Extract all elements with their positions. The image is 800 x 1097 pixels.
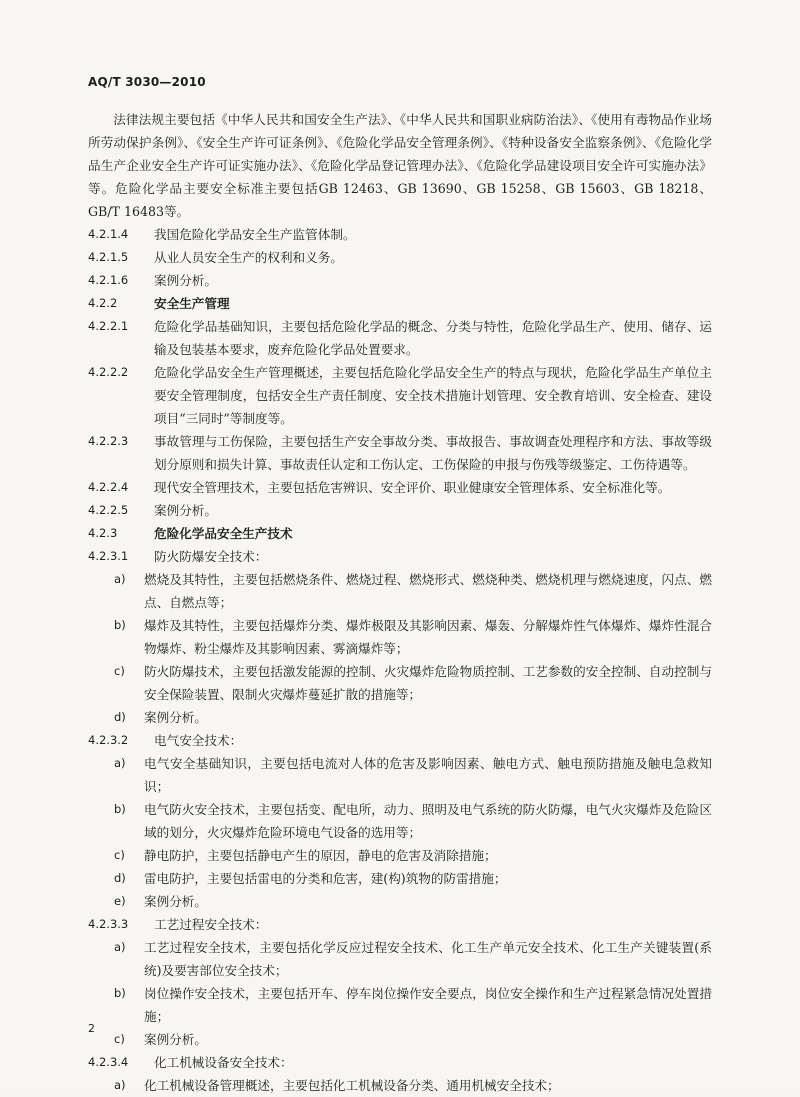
list-item-text: 电气防火安全技术，主要包括变、配电所，动力、照明及电气系统的防火防爆，电气火灾爆炸及危险区域的划分，火灾爆炸危险环境电气设备的选用等； (144, 802, 712, 840)
clause-4-2-2-1 (88, 315, 712, 361)
clause-4-2-1-4 (88, 223, 712, 246)
clause-text: 从业人员安全生产的权利和义务。 (154, 250, 343, 265)
list-item-text: 爆炸及其特性，主要包括爆炸分类、爆炸极限及其影响因素、爆轰、分解爆炸性气体爆炸、爆炸性混合物爆炸、粉尘爆炸及其影响因素、雾滴爆炸等； (144, 618, 712, 656)
section-number: 4.2.2 (88, 296, 118, 310)
list-item (88, 936, 712, 982)
clause-number: 4.2.3.3 (88, 917, 129, 931)
clause-text: 防火防爆安全技术： (154, 549, 268, 564)
list-item-text: 案例分析。 (144, 894, 207, 909)
clause-4-2-3-4 (88, 1051, 712, 1074)
clause-number: 4.2.2.3 (88, 434, 129, 448)
list-item-label: a) (114, 756, 126, 770)
clause-4-2-3-3 (88, 913, 712, 936)
clause-number: 4.2.3.4 (88, 1055, 129, 1069)
list-item-label: c) (114, 1032, 125, 1046)
list-item-label: a) (114, 572, 126, 586)
clause-text: 案例分析。 (154, 503, 217, 518)
clause-4-2-3-2 (88, 729, 712, 752)
clause-text: 工艺过程安全技术： (154, 917, 268, 932)
clause-4-2-2-4 (88, 476, 712, 499)
clause-number: 4.2.1.6 (88, 273, 129, 287)
section-title: 危险化学品安全生产技术 (154, 526, 293, 541)
clause-4-2-2-2 (88, 361, 712, 430)
list-item-label: d) (114, 871, 126, 885)
clause-number: 4.2.1.5 (88, 250, 129, 264)
list-item-text: 燃烧及其特性，主要包括燃烧条件、燃烧过程、燃烧形式、燃烧种类、燃烧机理与燃烧速度，闪点、燃点、自燃点等； (144, 572, 712, 610)
clause-number: 4.2.1.4 (88, 227, 129, 241)
list-item-label: c) (114, 664, 125, 678)
list-item-label: c) (114, 848, 125, 862)
section-heading-4-2-3 (88, 522, 712, 545)
clause-4-2-3-1 (88, 545, 712, 568)
clause-number: 4.2.3.2 (88, 733, 129, 747)
list-item (88, 706, 712, 729)
list-item-label: a) (114, 1078, 126, 1092)
clause-text: 化工机械设备安全技术： (154, 1055, 293, 1070)
list-item (88, 660, 712, 706)
list-item (88, 890, 712, 913)
list-item-text: 静电防护，主要包括静电产生的原因，静电的危害及消除措施； (144, 848, 497, 863)
list-item-text: 化工机械设备管理概述，主要包括化工机械设备分类、通用机械安全技术； (144, 1078, 560, 1093)
list-item (88, 867, 712, 890)
list-item-text: 防火防爆技术，主要包括激发能源的控制、火灾爆炸危险物质控制、工艺参数的安全控制、自动控制与安全保险装置、限制火灾爆炸蔓延扩散的措施等； (144, 664, 712, 702)
clause-text: 现代安全管理技术，主要包括危害辨识、安全评价、职业健康安全管理体系、安全标准化等。 (154, 480, 671, 495)
list-item-text: 案例分析。 (144, 710, 207, 725)
list-item (88, 798, 712, 844)
section-heading-4-2-2 (88, 292, 712, 315)
list-item-label: b) (114, 986, 126, 1000)
clause-4-2-1-6 (88, 269, 712, 292)
page-number: 2 (88, 1022, 95, 1035)
document-body (88, 108, 712, 1097)
clause-number: 4.2.2.2 (88, 365, 129, 379)
clause-number: 4.2.3.1 (88, 549, 129, 563)
list-item-label: d) (114, 710, 126, 724)
clause-text: 危险化学品基础知识，主要包括危险化学品的概念、分类与特性，危险化学品生产、使用、储存、运输及包装基本要求，废弃危险化学品处置要求。 (154, 319, 712, 357)
list-item (88, 1074, 712, 1097)
clause-number: 4.2.2.4 (88, 480, 129, 494)
standard-code: AQ/T 3030—2010 (88, 75, 206, 89)
list-item (88, 1028, 712, 1051)
section-number: 4.2.3 (88, 526, 118, 540)
list-item (88, 568, 712, 614)
clause-4-2-2-5 (88, 499, 712, 522)
clause-text: 电气安全技术： (154, 733, 243, 748)
list-item-label: b) (114, 618, 126, 632)
list-item (88, 614, 712, 660)
clause-text: 危险化学品安全生产管理概述，主要包括危险化学品安全生产的特点与现状，危险化学品生产单位主要安全管理制度，包括安全生产责任制度、安全技术措施计划管理、安全教育培训、安全检查、建设项目“三同时”等制度等。 (154, 365, 712, 426)
list-item-text: 雷电防护，主要包括雷电的分类和危害，建(构)筑物的防雷措施； (144, 871, 507, 886)
list-item-text: 电气安全基础知识，主要包括电流对人体的危害及影响因素、触电方式、触电预防措施及触电急救知识； (144, 756, 712, 794)
clause-4-2-1-5 (88, 246, 712, 269)
clause-4-2-2-3 (88, 430, 712, 476)
list-item-text: 工艺过程安全技术，主要包括化学反应过程安全技术、化工生产单元安全技术、化工生产关键装置(系统)及要害部位安全技术； (144, 940, 712, 978)
clause-text: 事故管理与工伤保险，主要包括生产安全事故分类、事故报告、事故调查处理程序和方法、事故等级划分原则和损失计算、事故责任认定和工伤认定、工伤保险的申报与伤残等级鉴定、工伤待遇等。 (154, 434, 712, 472)
clause-text: 案例分析。 (154, 273, 217, 288)
section-title: 安全生产管理 (154, 296, 230, 311)
clause-number: 4.2.2.1 (88, 319, 129, 333)
intro-paragraph: 法律法规主要包括《中华人民共和国安全生产法》、《中华人民共和国职业病防治法》、《使用有毒物品作业场所劳动保护条例》、《安全生产许可证条例》、《危险化学品安全管理条例》、《特种设备安全监察条例》、《危险化学品生产企业安全生产许可证实施办法》、《危险化学品登记管理办法》、《危险化学品建设项目安全许可实施办法》等。危险化学品主要安全标准主要包括GB 12463、GB 13690、GB 15258、GB 15603、GB 18218、GB/T 16483等。 (88, 112, 712, 219)
clause-number: 4.2.2.5 (88, 503, 129, 517)
list-item-label: e) (114, 894, 126, 908)
list-item-label: b) (114, 802, 126, 816)
list-item-text: 案例分析。 (144, 1032, 207, 1047)
list-item (88, 982, 712, 1028)
clause-text: 我国危险化学品安全生产监管体制。 (154, 227, 356, 242)
list-item-text: 岗位操作安全技术，主要包括开车、停车岗位操作安全要点，岗位安全操作和生产过程紧急情况处置措施； (144, 986, 712, 1024)
list-item (88, 844, 712, 867)
list-item (88, 752, 712, 798)
list-item-label: a) (114, 940, 126, 954)
